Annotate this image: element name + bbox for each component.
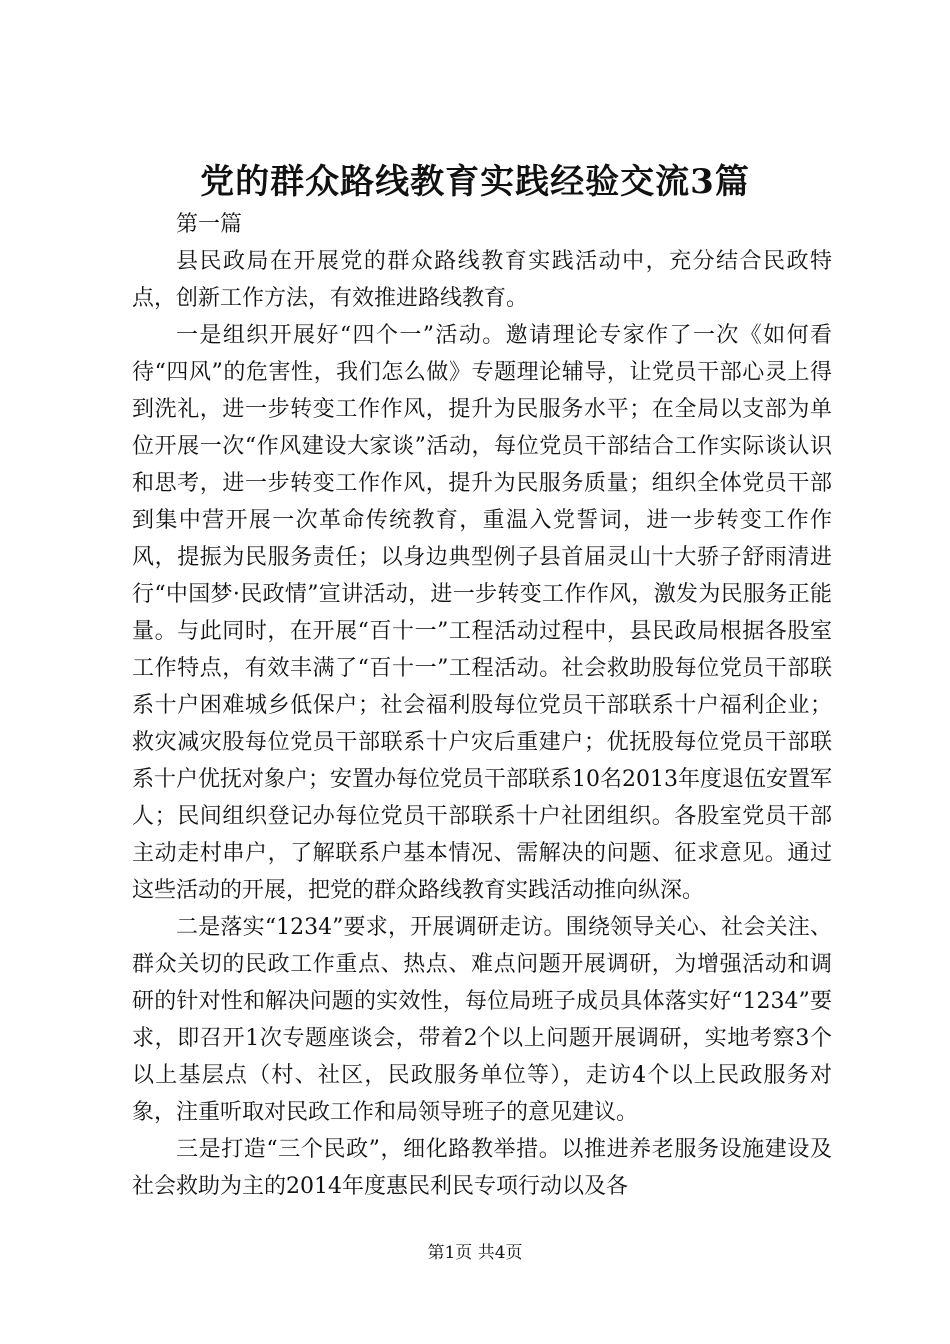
- document-title: 党的群众路线教育实践经验交流3篇: [200, 162, 750, 202]
- page-number-footer: 第1页 共4页: [427, 1243, 523, 1263]
- paragraph-measures: 三是打造“三个民政”，细化路教举措。以推进养老服务设施建设及社会救助为主的2014年度惠民利民专项行动以及各: [132, 1137, 832, 1199]
- paragraph-activities: 一是组织开展好“四个一”活动。邀请理论专家作了一次《如何看待“四风”的危害性，我们怎么做》专题理论辅导，让党员干部心灵上得到洗礼，进一步转变工作作风，提升为民服务水平；在全局以支部为单位开展一次“作风建设大家谈”活动，每位党员干部结合工作实际谈认识和思考，进一步转变工作作风，提升为民服务质量；组织全体党员干部到集中营开展一次革命传统教育，重温入党誓词，进一步转变工作作风，提振为民服务责任；以身边典型例子县首届灵山十大骄子舒雨清进行“中国梦·民政情”宣讲活动，进一步转变工作作风，激发为民服务正能量。与此同时，在开展“百十一”工程活动过程中，县民政局根据各股室工作特点，有效丰满了“百十一”工程活动。社会救助股每位党员干部联系十户困难城乡低保户；社会福利股每位党员干部联系十户福利企业；救灾减灾股每位党员干部联系十户灾后重建户；优抚股每位党员干部联系十户优抚对象户；安置办每位党员干部联系10名2013年度退伍安置军人；民间组织登记办每位党员干部联系十户社团组织。各股室党员干部主动走村串户，了解联系户基本情况、需解决的问题、征求意见。通过这些活动的开展，把党的群众路线教育实践活动推向纵深。: [132, 323, 832, 903]
- section-heading: 第一篇: [176, 212, 243, 237]
- document-body: [132, 206, 832, 1205]
- paragraph-research: 二是落实“1234”要求，开展调研走访。围绕领导关心、社会关注、群众关切的民政工作重点、热点、难点问题开展调研，为增强活动和调研的针对性和解决问题的实效性，每位局班子成员具体落实好“1234”要求，即召开1次专题座谈会，带着2个以上问题开展调研，实地考察3个以上基层点（村、社区，民政服务单位等），走访4个以上民政服务对象，注重听取对民政工作和局领导班子的意见建议。: [132, 915, 832, 1125]
- paragraph-intro: 县民政局在开展党的群众路线教育实践活动中，充分结合民政特点，创新工作方法，有效推进路线教育。: [132, 249, 832, 311]
